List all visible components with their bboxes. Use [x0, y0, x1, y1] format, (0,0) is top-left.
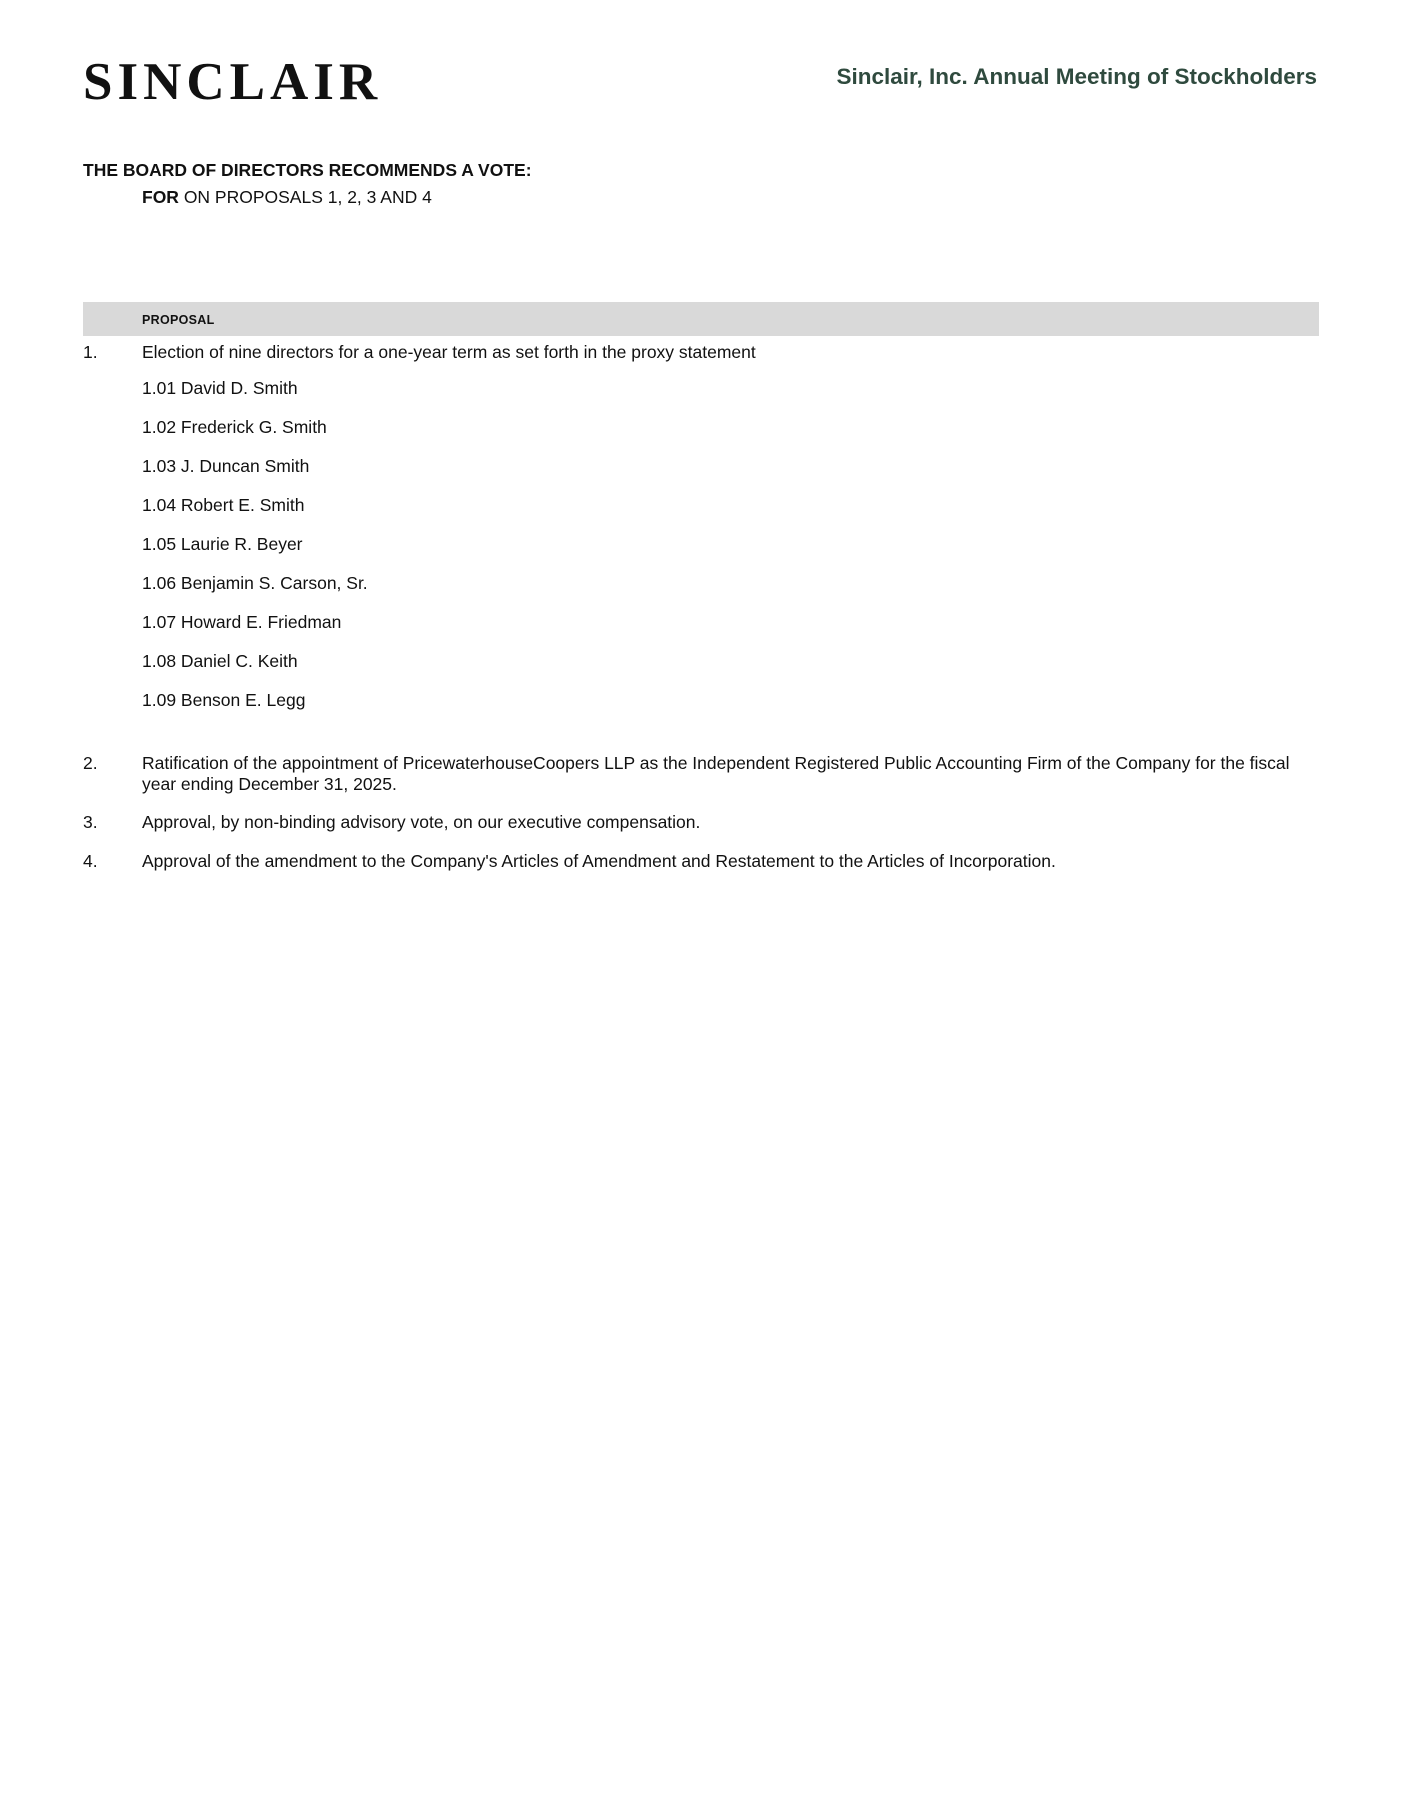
proposal-table-header [83, 302, 1319, 336]
recommendation-scope: ON PROPOSALS 1, 2, 3 AND 4 [178, 187, 432, 207]
nominee-item: 1.03 J. Duncan Smith [142, 456, 310, 476]
nominee-list [142, 378, 368, 729]
nominee-item: 1.07 Howard E. Friedman [142, 612, 342, 632]
board-recommendation-heading: THE BOARD OF DIRECTORS RECOMMENDS A VOTE: [83, 160, 532, 180]
proposal-number: 2. [83, 753, 98, 773]
nominee-item: 1.09 Benson E. Legg [142, 690, 306, 710]
vote-for-label: FOR [142, 187, 179, 207]
recommendation-line [142, 189, 432, 207]
proposal-number: 4. [83, 851, 98, 871]
proposal-text: Ratification of the appointment of PricewaterhouseCoopers LLP as the Independent Registered Public Accounting Firm of the Company for the fiscal year ending December 31, 2025. [142, 753, 1290, 794]
company-logo: SINCLAIR [83, 53, 383, 111]
proposal-number: 3. [83, 812, 98, 832]
meeting-title: Sinclair, Inc. Annual Meeting of Stockholders [836, 64, 1317, 89]
proposal-text: Approval of the amendment to the Company's Articles of Amendment and Restatement to the Articles of Incorporation. [142, 851, 1056, 871]
nominee-item: 1.04 Robert E. Smith [142, 495, 305, 515]
proposal-column-header: PROPOSAL [142, 313, 215, 327]
proposal-text: Election of nine directors for a one-year term as set forth in the proxy statement [142, 342, 756, 362]
nominee-item: 1.02 Frederick G. Smith [142, 417, 327, 437]
nominee-item: 1.08 Daniel C. Keith [142, 651, 298, 671]
nominee-item: 1.01 David D. Smith [142, 378, 298, 398]
proposal-number: 1. [83, 342, 98, 362]
nominee-item: 1.06 Benjamin S. Carson, Sr. [142, 573, 368, 593]
nominee-item: 1.05 Laurie R. Beyer [142, 534, 303, 554]
proposal-text: Approval, by non-binding advisory vote, on our executive compensation. [142, 812, 701, 832]
